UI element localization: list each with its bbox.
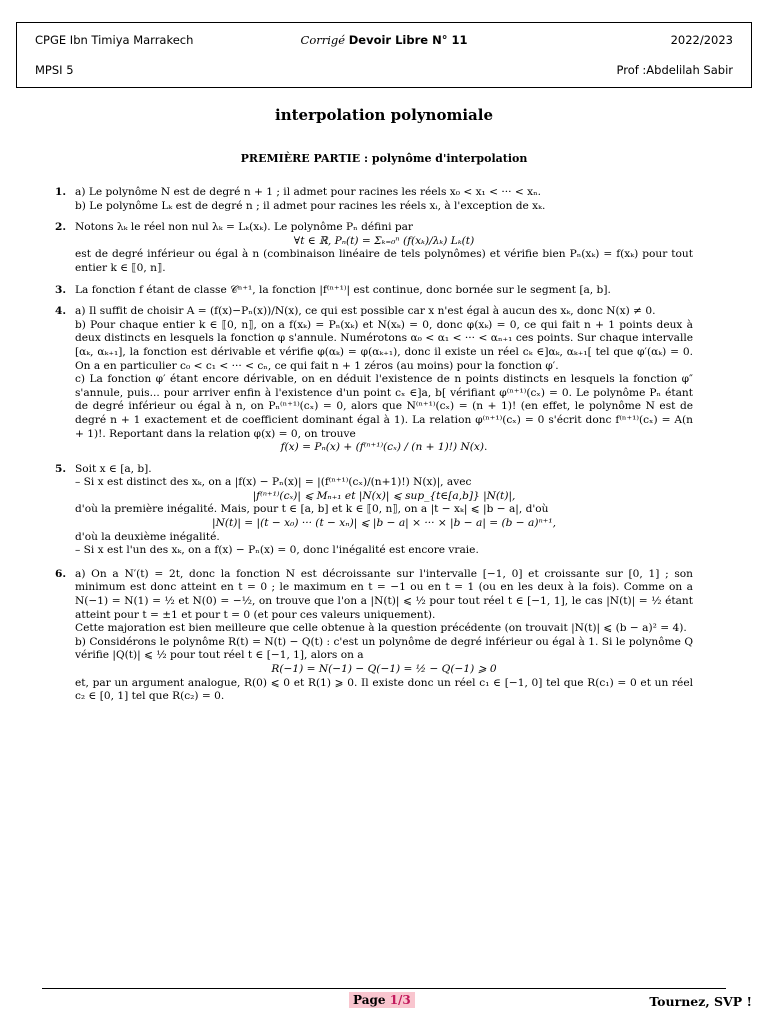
- q2-equation: ∀t ∈ ℝ, Pₙ(t) = Σₖ₌₀ⁿ (f(xₖ)/λₖ) Lₖ(t): [293, 234, 475, 247]
- q6-part-b: b) Considérons le polynôme R(t) = N(t) − Q(t) : c'est un polynôme de degré inférieur ou égal à 1. Si le polynôme Q vérifie |Q(t)| ⩽ ½ pour tout réel t ∈ [−1, 1], alors on a: [75, 635, 693, 662]
- q6-part-b-continued: et, par un argument analogue, R(0) ⩽ 0 et R(1) ⩾ 0. Il existe donc un réel c₁ ∈ [−1, 0] tel que R(c₁) = 0 et un réel c₂ ∈ [0, 1] tel que R(c₂) = 0.: [75, 676, 693, 703]
- school-name: CPGE Ibn Timiya Marrakech: [35, 33, 194, 47]
- q5-line-3: d'où la deuxième inégalité.: [75, 530, 220, 543]
- question-number: 3.: [55, 283, 67, 296]
- question-2: [55, 221, 693, 275]
- turn-page-note: Tournez, SVP !: [649, 994, 752, 1009]
- school-year: 2022/2023: [670, 33, 733, 47]
- part-title: PREMIÈRE PARTIE : polynôme d'interpolation: [240, 152, 528, 165]
- page-indicator: [349, 992, 415, 1008]
- question-number: 6.: [55, 567, 67, 580]
- q6-part-a: a) On a N′(t) = 2t, donc la fonction N est décroissante sur l'intervalle [−1, 0] et croissante sur [0, 1] ; son minimum est donc atteint en t = 0 ; le maximum en t = −1 ou en t = 1 (ou en les deux à la fois). Comme on a N(−1) = N(1) = ½ et N(0) = −½, on trouve que l'on a |N(t)| ⩽ ½ pour tout réel t ∈ [−1, 1], le cas |N(t)| = ½ étant atteint pour t = ±1 et pour t = 0 (et pour ces valeurs uniquement).: [75, 567, 693, 621]
- q4-part-c: c) La fonction φ′ étant encore dérivable, on en déduit l'existence de n points distincts en lesquels la fonction φ″ s'annule, puis... pour arriver enfin à l'existence d'un point cₓ ∈]a, b[ vérifiant φ⁽ⁿ⁺¹⁾(cₓ) = 0. Le polynôme Pₙ étant de degré inférieur ou égal à n, on Pₙ⁽ⁿ⁺¹⁾(cₓ) = 0, alors que N⁽ⁿ⁺¹⁾(cₓ) = (n + 1)! (en effet, le polynôme N est de degré n + 1 exactement et de coefficient dominant égal à 1). La relation φ⁽ⁿ⁺¹⁾(cₓ) = 0 s'écrit donc f⁽ⁿ⁺¹⁾(cₓ) = A(n + 1)!. Reportant dans la relation φ(x) = 0, on trouve: [75, 373, 693, 440]
- question-number: 2.: [55, 221, 67, 234]
- teacher-name: Prof :Abdelilah Sabir: [616, 63, 733, 77]
- q5-line-4: – Si x est l'un des xₖ, on a f(x) − Pₙ(x) = 0, donc l'inégalité est encore vraie.: [75, 544, 479, 557]
- doc-title: [17, 33, 751, 47]
- question-number: 5.: [55, 462, 67, 475]
- q4-part-a: a) Il suffit de choisir A = (f(x)−Pₙ(x))/N(x), ce qui est possible car x n'est égal à aucun des xₖ, donc N(x) ≠ 0.: [75, 305, 656, 318]
- q5-line-1: – Si x est distinct des xₖ, on a |f(x) − Pₙ(x)| = |(f⁽ⁿ⁺¹⁾(cₓ)/(n+1)!) N(x)|, avec: [75, 476, 472, 489]
- q6-equation: R(−1) = N(−1) − Q(−1) = ½ − Q(−1) ⩾ 0: [271, 663, 497, 675]
- q5-line-2: d'où la première inégalité. Mais, pour t ∈ [a, b] et k ∈ ⟦0, n⟧, on a |t − xₖ| ⩽ |b − a|, d'où: [75, 503, 549, 516]
- document-body: [55, 186, 693, 704]
- question-number: 4.: [55, 305, 67, 318]
- page-label: Page: [353, 993, 386, 1007]
- question-4: [55, 305, 693, 455]
- question-3: [55, 283, 693, 298]
- q5-equation-2: |N(t)| = |(t − x₀) ··· (t − xₙ)| ⩽ |b − a| × ··· × |b − a| = (b − a)ⁿ⁺¹,: [212, 517, 556, 530]
- q2-text: est de degré inférieur ou égal à n (combinaison linéaire de tels polynômes) et vérifie bien Pₙ(xₖ) = f(xₖ) pour tout entier k ∈ ⟦0, n⟧.: [75, 248, 693, 274]
- q5-equation-1: |f⁽ⁿ⁺¹⁾(cₓ)| ⩽ Mₙ₊₁ et |N(x)| ⩽ sup_{t∈[a,b]} |N(t)|,: [252, 489, 516, 502]
- page-title: interpolation polynomiale: [275, 106, 493, 124]
- question-6: [55, 567, 693, 704]
- question-number: 1.: [55, 186, 67, 198]
- header-row-2: [35, 63, 733, 77]
- header-box: [16, 22, 752, 88]
- class-name: MPSI 5: [35, 63, 74, 77]
- q2-intro: Notons λₖ le réel non nul λₖ = Lₖ(xₖ). Le polynôme Pₙ défini par: [75, 221, 413, 234]
- q4-equation: f(x) = Pₙ(x) + (f⁽ⁿ⁺¹⁾(cₓ) / (n + 1)!) N(x).: [280, 441, 488, 454]
- q4-part-b: b) Pour chaque entier k ∈ ⟦0, n⟧, on a f(xₖ) = Pₙ(xₖ) et N(xₖ) = 0, donc φ(xₖ) = 0, ce qui fait n + 1 points deux à deux distincts en lesquels la fonction φ s'annule. Numérotons α₀ < α₁ < ··· < αₙ₊₁ ces points. Sur chaque intervalle [αₖ, αₖ₊₁], la fonction est dérivable et vérifie φ(αₖ) = φ(αₖ₊₁), donc il existe un réel cₖ ∈]αₖ, αₖ₊₁[ tel que φ′(αₖ) = 0. On a en particulier c₀ < c₁ < ··· < cₙ, ce qui fait n + 1 zéros (au moins) pour la fonction φ′.: [75, 318, 693, 372]
- page-number: 1/3: [389, 993, 411, 1007]
- q1-part-a: a) Le polynôme N est de degré n + 1 ; il admet pour racines les réels x₀ < x₁ < ··· < xₙ.: [75, 186, 542, 198]
- q6-part-a-continued: Cette majoration est bien meilleure que celle obtenue à la question précédente (on trouvait |N(t)| ⩽ (b − a)² = 4).: [75, 622, 687, 635]
- question-5: [55, 462, 693, 558]
- q5-intro: Soit x ∈ [a, b].: [75, 462, 152, 475]
- q1-part-b: b) Le polynôme Lₖ est de degré n ; il admet pour racines les réels xᵢ, à l'exception de xₖ.: [75, 199, 546, 212]
- q3-text: La fonction f étant de classe 𝒞ⁿ⁺¹, la fonction |f⁽ⁿ⁺¹⁾| est continue, donc bornée sur le segment [a, b].: [75, 283, 611, 296]
- doc-title-bold: Devoir Libre N° 11: [348, 33, 468, 47]
- footer-rule: [42, 988, 726, 989]
- doc-title-italic: Corrigé: [300, 33, 346, 47]
- question-1: [55, 186, 693, 213]
